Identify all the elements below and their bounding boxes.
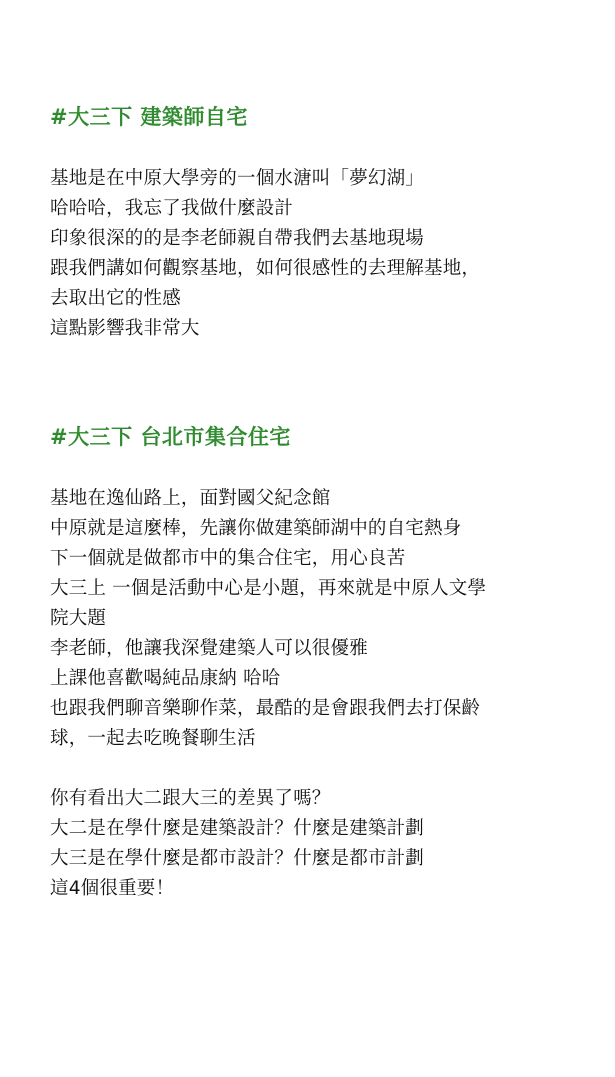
- text-line: 下一個就是做都市中的集合住宅，用心良苦: [50, 548, 406, 569]
- text-line: 印象很深的的是李老師親自帶我們去基地現場: [50, 228, 425, 249]
- text-line: 基地是在中原大學旁的一個水溏叫「夢幻湖」: [50, 168, 425, 189]
- text-line: 哈哈哈，我忘了我做什麼設計: [50, 198, 294, 219]
- text-line: 這點影響我非常大: [50, 318, 200, 339]
- text-line: 大三上 一個是活動中心是小題，再來就是中原人文學: [50, 578, 487, 599]
- text-line: 基地在逸仙路上，面對國父紀念館: [50, 488, 331, 509]
- text-line: 大三是在學什麼是都市設計？什麼是都市計劃: [50, 848, 425, 869]
- section-heading: #大三下 台北市集合住宅: [50, 425, 291, 449]
- text-line: 中原就是這麼棒，先讓你做建築師湖中的自宅熱身: [50, 518, 462, 539]
- text-line: 球，一起去吃晚餐聊生活: [50, 728, 256, 749]
- text-line: 李老師，他讓我深覺建築人可以很優雅: [50, 638, 368, 659]
- text-line: 院大題: [50, 608, 107, 629]
- text-line: 大二是在學什麼是建築設計？什麼是建築計劃: [50, 818, 425, 839]
- section-heading: #大三下 建築師自宅: [50, 105, 248, 129]
- text-line: 這4個很重要！: [50, 878, 175, 899]
- text-line: 上課他喜歡喝純品康納 哈哈: [50, 668, 281, 689]
- text-line: 跟我們講如何觀察基地，如何很感性的去理解基地，: [50, 258, 481, 279]
- text-line: 也跟我們聊音樂聊作菜，最酷的是會跟我們去打保齡: [50, 698, 481, 719]
- text-line: 去取出它的性感: [50, 288, 181, 309]
- section-architect-house: [50, 100, 590, 344]
- paragraph: [50, 784, 590, 904]
- section-taipei-housing: [50, 420, 590, 904]
- paragraph: [50, 164, 590, 344]
- paragraph: [50, 484, 590, 754]
- text-line: 你有看出大二跟大三的差異了嗎？: [50, 788, 331, 809]
